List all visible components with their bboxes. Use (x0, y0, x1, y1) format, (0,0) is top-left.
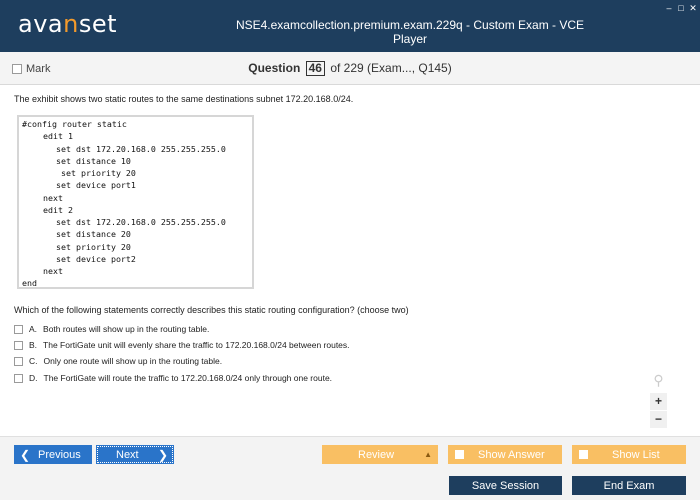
exhibit-line: set dst 172.20.168.0 255.255.255.0 (56, 217, 226, 227)
show-answer-label: Show Answer (478, 448, 545, 461)
exhibit-line: set priority 20 (56, 242, 131, 252)
option-letter: B. (29, 340, 38, 350)
question-content (0, 86, 700, 436)
exhibit-line: set dst 172.20.168.0 255.255.255.0 (56, 144, 226, 154)
option-letter: A. (29, 324, 38, 334)
exhibit-line: set distance 10 (56, 156, 131, 166)
minimize-icon[interactable]: – (666, 3, 672, 13)
show-list-label: Show List (612, 448, 660, 461)
chevron-right-icon: ❯ (157, 447, 168, 462)
save-session-button[interactable]: Save Session (449, 476, 562, 495)
question-prompt: Which of the following statements correctly describes this static routing configuration? (choose two) (14, 305, 409, 315)
show-answer-button[interactable] (448, 445, 562, 464)
show-answer-checkbox-icon (455, 450, 464, 459)
option-d-checkbox[interactable] (14, 374, 23, 383)
logo-suffix: set (78, 10, 118, 38)
exhibit-line: end (22, 278, 37, 288)
option-text: The FortiGate will route the traffic to 172.20.168.0/24 only through one route. (43, 373, 333, 383)
question-counter (0, 61, 700, 76)
review-button[interactable] (322, 445, 438, 464)
question-word: Question (248, 61, 301, 75)
option-text: Both routes will show up in the routing table. (43, 324, 210, 334)
next-button[interactable] (96, 445, 174, 464)
option-c[interactable] (14, 356, 222, 366)
question-number-input[interactable]: 46 (306, 61, 325, 76)
zoom-in-button[interactable]: + (650, 393, 667, 410)
zoom-controls (650, 372, 670, 432)
maximize-icon[interactable]: □ (678, 3, 684, 13)
option-text: The FortiGate unit will evenly share the traffic to 172.20.168.0/24 between routes. (43, 340, 350, 350)
option-a-checkbox[interactable] (14, 325, 23, 334)
exhibit-line: set device port2 (56, 254, 136, 264)
exhibit-line: next (43, 193, 63, 203)
previous-label: Previous (38, 448, 81, 461)
exhibit-line: set distance 20 (56, 229, 131, 239)
option-a[interactable] (14, 324, 209, 334)
exhibit-line: #config router static (22, 119, 127, 129)
mark-label: Mark (26, 63, 51, 75)
exhibit-line: set priority 20 (61, 168, 136, 178)
next-label: Next (116, 448, 139, 461)
previous-button[interactable] (14, 445, 92, 464)
option-b[interactable] (14, 340, 350, 350)
exhibit-line: edit 1 (43, 131, 73, 141)
option-letter: C. (29, 356, 38, 366)
option-letter: D. (29, 373, 38, 383)
search-icon[interactable]: ⚲ (653, 372, 664, 388)
chevron-left-icon: ❮ (20, 447, 31, 462)
review-label: Review (358, 448, 395, 461)
exhibit-line: set device port1 (56, 180, 136, 190)
window-title: NSE4.examcollection.premium.exam.229q - Custom Exam - VCE Player (235, 18, 585, 46)
option-text: Only one route will show up in the routing table. (43, 356, 223, 366)
zoom-out-button[interactable]: − (650, 411, 667, 428)
footer-bar (0, 470, 700, 500)
show-list-button[interactable] (572, 445, 686, 464)
question-header (0, 52, 700, 85)
navigation-bar (0, 436, 700, 470)
exhibit-image (17, 115, 254, 289)
question-stem: The exhibit shows two static routes to the same destinations subnet 172.20.168.0/24. (14, 94, 354, 104)
show-list-checkbox-icon (579, 450, 588, 459)
question-total: of 229 (Exam..., Q145) (330, 61, 452, 75)
option-c-checkbox[interactable] (14, 357, 23, 366)
caret-up-icon: ▲ (424, 450, 432, 459)
avanset-logo (18, 10, 117, 38)
end-exam-button[interactable]: End Exam (572, 476, 686, 495)
option-d[interactable] (14, 373, 332, 383)
option-b-checkbox[interactable] (14, 341, 23, 350)
logo-prefix: ava (18, 10, 64, 38)
close-icon[interactable]: ✕ (689, 3, 697, 13)
exhibit-line: next (43, 266, 63, 276)
title-bar (0, 0, 700, 52)
logo-accent: n (63, 10, 79, 38)
exhibit-line: edit 2 (43, 205, 73, 215)
